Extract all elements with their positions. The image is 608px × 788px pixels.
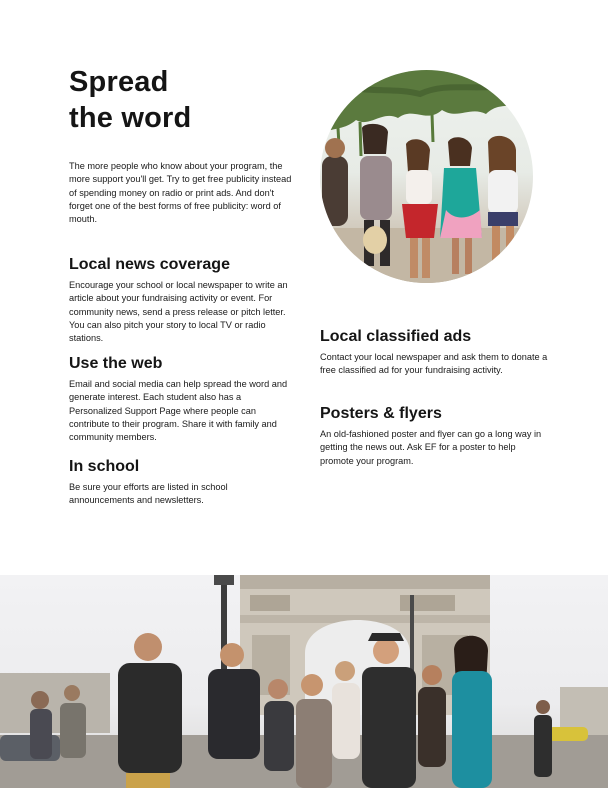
group-tour-illustration xyxy=(0,575,608,788)
section-heading: Local news coverage xyxy=(69,256,230,273)
section-heading: Use the web xyxy=(69,355,163,372)
intro-paragraph: The more people who know about your program, the more support you'll get. Try to get free publicity instead of spending money on radio or print ads. And don't forget one of the best forms of free publicity: word of mouth. xyxy=(69,161,292,225)
section-heading: Posters & flyers xyxy=(320,405,442,422)
section-body: Email and social media can help spread the word and generate interest. Each student also has a Personalized Support Page where people can contribute to their program. Share it with family and community members. xyxy=(69,379,288,443)
section-body: Be sure your efforts are listed in school announcements and newsletters. xyxy=(69,482,228,506)
section-posters-flyers xyxy=(320,404,550,468)
section-heading: In school xyxy=(69,458,140,475)
section-use-the-web xyxy=(69,354,294,444)
section-in-school xyxy=(69,457,294,508)
page-title xyxy=(69,64,191,136)
girls-group-photo xyxy=(320,70,533,283)
girls-group-illustration xyxy=(320,70,533,283)
section-heading: Local classified ads xyxy=(320,328,472,345)
title-line-1: Spread xyxy=(69,66,169,98)
section-body: An old-fashioned poster and flyer can go a long way in getting the news out. Ask EF for a poster to help promote your program. xyxy=(320,429,542,466)
section-body: Contact your local newspaper and ask them to donate a free classified ad for your fundraising activity. xyxy=(320,352,548,376)
section-local-classified-ads xyxy=(320,327,550,378)
section-body: Encourage your school or local newspaper to write an article about your fundraising activity or event. For community news, send a press release or pitch letter. You can also pitch your story to local TV or radio stations. xyxy=(69,280,288,344)
title-line-2: the word xyxy=(69,102,192,134)
section-local-news xyxy=(69,255,294,345)
arc-de-triomphe-group-photo xyxy=(0,575,608,788)
